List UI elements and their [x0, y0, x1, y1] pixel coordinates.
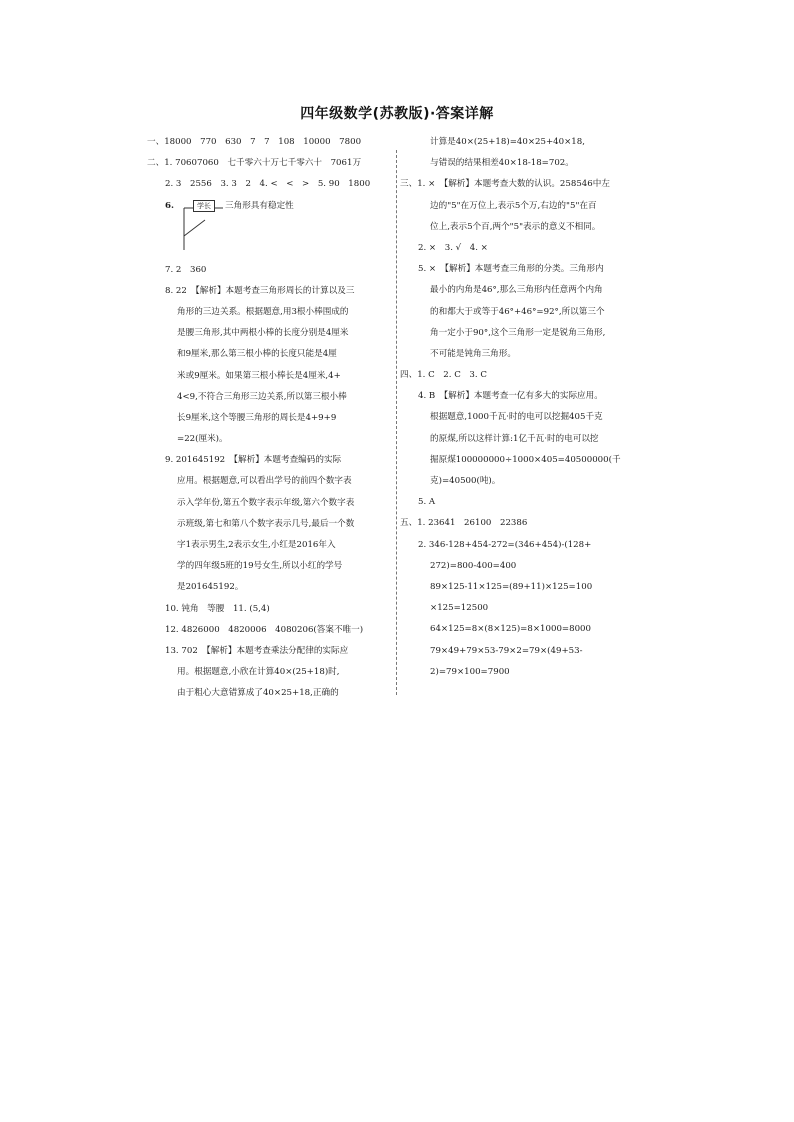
answer-line: 示入学年份,第五个数字表示年级,第六个数字表 — [177, 497, 355, 508]
answer-line: 克)=40500(吨)。 — [430, 476, 501, 486]
answer-line: 2. 346-128+454-272=(346+454)-(128+ — [418, 539, 592, 550]
answer-line: 79×49+79×53-79×2=79×(49+53- — [430, 645, 583, 656]
answer-line: 与错误的结果相差40×18-18=702。 — [430, 158, 574, 169]
answer-line: 2)=79×100=7900 — [430, 666, 510, 677]
answer-line: 的和都大于或等于46°+46°=92°,所以第三个 — [430, 306, 605, 317]
question-number: 6. — [165, 200, 174, 211]
figure-triangle-stability — [165, 196, 391, 260]
figure-label: 学长 — [193, 200, 215, 212]
page-title: 四年级数学(苏教版)·答案详解 — [300, 106, 494, 122]
answer-line: 角形的三边关系。根据题意,用3根小棒围成的 — [177, 306, 349, 317]
answer-line: 13. 702 【解析】本题考查乘法分配律的实际应 — [165, 645, 349, 656]
answer-line: 学的四年级5班的19号女生,所以小红的学号 — [177, 561, 343, 572]
answer-line: 是腰三角形,其中两根小棒的长度分别是4厘米 — [177, 328, 349, 339]
answer-line: 8. 22 【解析】本题考查三角形周长的计算以及三 — [165, 285, 355, 296]
answer-line: 米或9厘米。如果第三根小棒长是4厘米,4+ — [177, 370, 341, 381]
answer-line: 7. 2 360 — [165, 264, 207, 275]
answer-line: 用。根据题意,小欣在计算40×(25+18)时, — [177, 667, 340, 678]
answer-line: 位上,表示5个百,两个"5"表示的意义不相同。 — [430, 221, 601, 232]
answer-line: 三、1. × 【解析】本题考查大数的认识。258546中左 — [400, 179, 610, 190]
stool-diagram-icon — [183, 206, 227, 252]
answer-line: 5. A — [418, 497, 436, 508]
answer-line: 12. 4826000 4820006 4080206(答案不唯一) — [165, 624, 364, 635]
answer-line: 一、18000 770 630 7 7 108 10000 7800 — [147, 137, 362, 147]
answer-line: 和9厘米,那么第三根小棒的长度只能是4厘 — [177, 349, 337, 360]
diagram-line — [184, 220, 205, 236]
answer-line: 不可能是钝角三角形。 — [430, 348, 516, 359]
answer-line: 角一定小于90°,这个三角形一定是锐角三角形, — [430, 327, 606, 338]
right-column — [400, 132, 643, 683]
answer-line: 272)=800-400=400 — [430, 560, 517, 571]
answer-line: 应用。根据题意,可以看出学号的前四个数字表 — [177, 476, 352, 487]
answer-line: =22(厘米)。 — [177, 434, 228, 445]
answer-line: 示班级,第七和第八个数字表示几号,最后一个数 — [177, 518, 355, 529]
answer-line: 最小的内角是46°,那么三角形内任意两个内角 — [430, 285, 603, 296]
answer-line: 10. 钝角 等腰 11. (5,4) — [165, 603, 270, 614]
answer-text: 三角形具有稳定性 — [225, 200, 294, 211]
answer-line: 4. B 【解析】本题考查一亿有多大的实际应用。 — [418, 391, 603, 402]
answer-line: 四、1. C 2. C 3. C — [400, 370, 487, 381]
answer-line: 掘原煤100000000÷1000×405=40500000(千 — [430, 454, 621, 465]
answer-line: 是201645192。 — [177, 582, 244, 593]
answer-line: 64×125=8×(8×125)=8×1000=8000 — [430, 624, 591, 635]
answer-line: 4<9,不符合三角形三边关系,所以第三根小棒 — [177, 391, 347, 402]
answer-line: 五、1. 23641 26100 22386 — [400, 518, 528, 529]
left-column — [147, 132, 391, 705]
answer-line: 的原煤,所以这样计算:1亿千瓦·时的电可以挖 — [430, 433, 599, 444]
answer-line: 由于粗心大意错算成了40×25+18,正确的 — [177, 688, 339, 699]
answer-line: 计算是40×(25+18)=40×25+40×18, — [430, 137, 585, 147]
answer-line: 89×125-11×125=(89+11)×125=100 — [430, 581, 593, 592]
answer-line: 9. 201645192 【解析】本题考查编码的实际 — [165, 455, 342, 466]
answer-line: 字1表示男生,2表示女生,小红是2016年入 — [177, 540, 336, 550]
answer-line: ×125=12500 — [430, 603, 489, 614]
answer-line: 根据题意,1000千瓦·时的电可以挖掘405千克 — [430, 412, 603, 423]
answer-line: 边的"5"在万位上,表示5个万,右边的"5"在百 — [430, 200, 597, 211]
answer-line: 长9厘米,这个等腰三角形的周长是4+9+9 — [177, 412, 337, 423]
answer-line: 二、1. 70607060 七千零六十万七千零六十 7061万 — [147, 158, 362, 169]
column-divider — [396, 150, 397, 695]
answer-line: 2. × 3. √ 4. × — [418, 242, 488, 253]
answer-line: 2. 3 2556 3. 3 2 4. < < > 5. 90 1800 — [165, 179, 371, 190]
answer-line: 5. × 【解析】本题考查三角形的分类。三角形内 — [418, 264, 604, 275]
